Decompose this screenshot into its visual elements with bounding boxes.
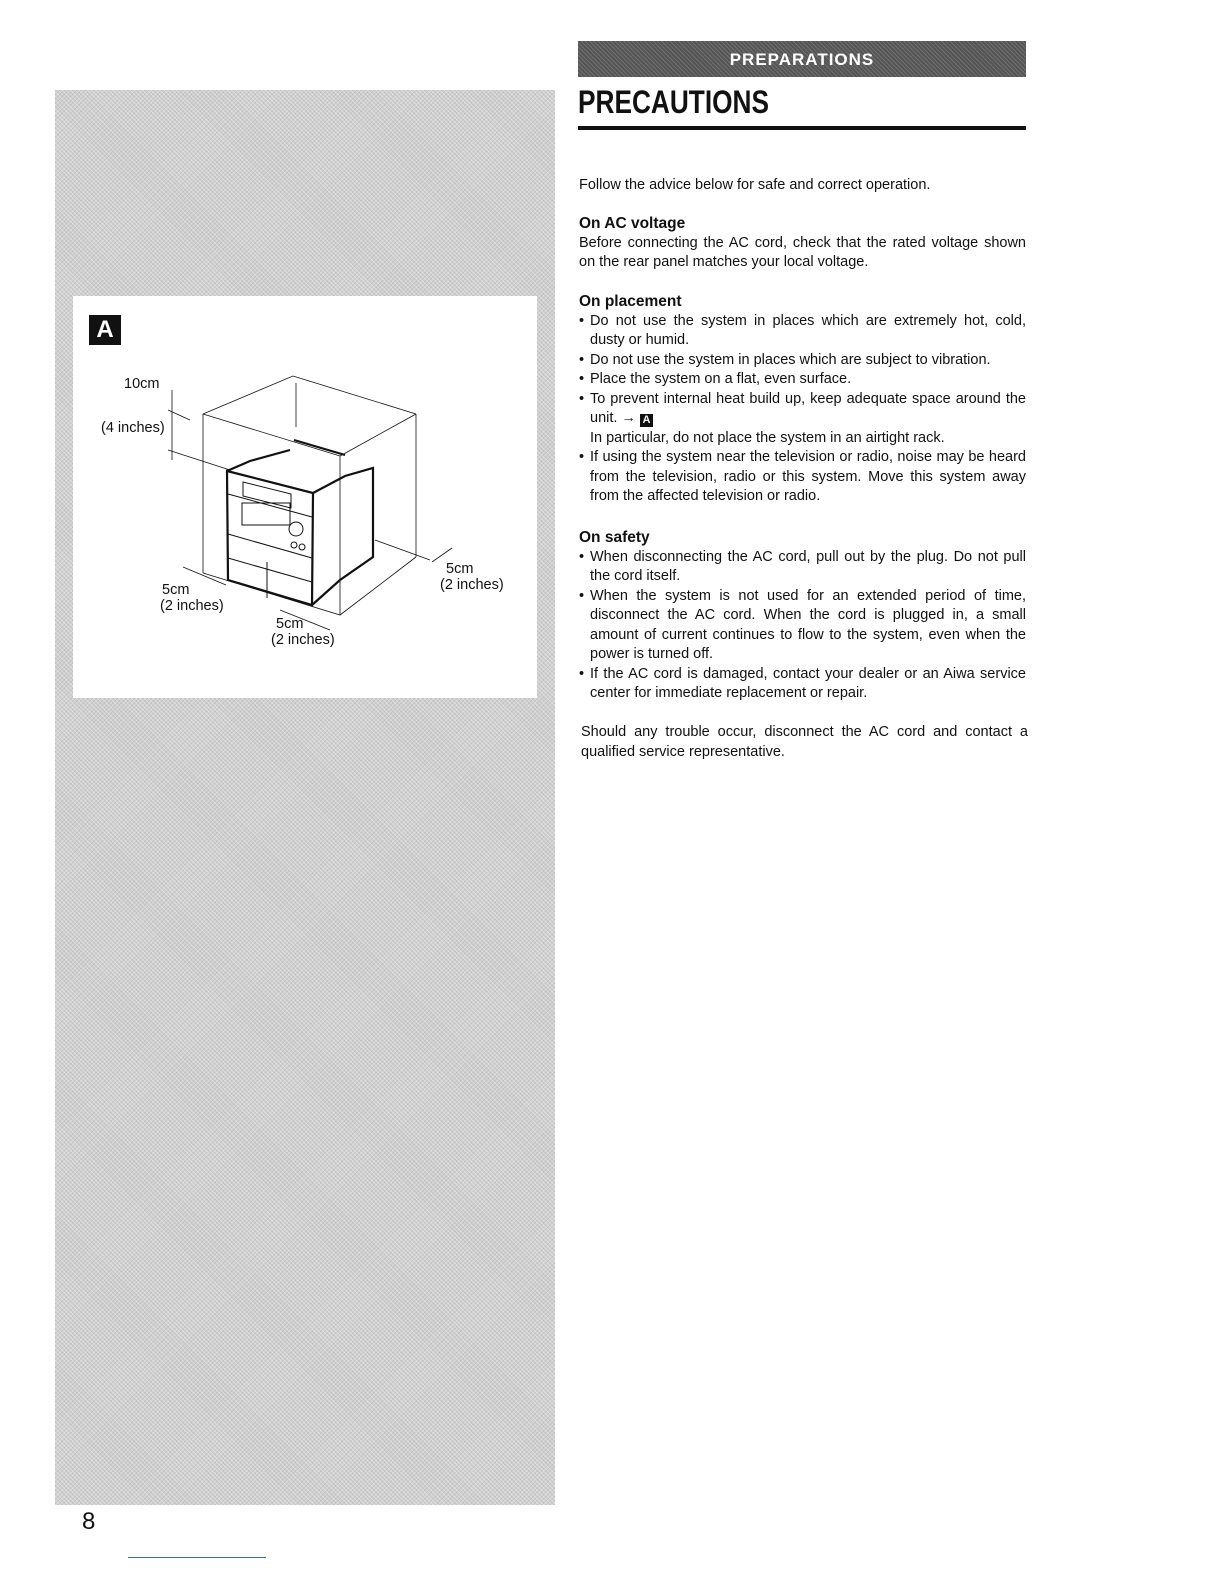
list-item-text: To prevent internal heat build up, keep adequate space around the unit. → [590, 390, 1026, 426]
safety-heading: On safety [579, 529, 650, 546]
footer-line [128, 1557, 266, 1558]
right-clearance-inches: (2 inches) [440, 577, 504, 593]
front-clearance-inches: (2 inches) [271, 632, 335, 648]
figure-label: A [89, 315, 121, 345]
placement-heading: On placement [579, 293, 682, 310]
title-rule [578, 126, 1026, 130]
placement-section [579, 292, 1026, 507]
list-item [579, 390, 1026, 449]
right-clearance-cm: 5cm [446, 561, 474, 577]
safety-section [579, 528, 1026, 704]
list-item: • If the AC cord is damaged, contact your dealer or an Aiwa service center for immediate replacement or repair. [579, 665, 1026, 704]
section-banner: PREPARATIONS [578, 41, 1026, 77]
list-item: • When the system is not used for an extended period of time, disconnect the AC cord. When the cord is plugged in, a small amount of current continues to flow to the system, even when the power is turned off. [579, 587, 1026, 665]
front-clearance-cm: 5cm [276, 616, 304, 632]
ac-voltage-section [579, 214, 1026, 273]
stereo-unit [227, 440, 373, 605]
left-clearance-cm: 5cm [162, 582, 190, 598]
list-item: • Place the system on a flat, even surface. [579, 370, 1026, 390]
list-item: • When disconnecting the AC cord, pull out by the plug. Do not pull the cord itself. [579, 548, 1026, 587]
page-number: 8 [82, 1508, 96, 1535]
intro-text: Follow the advice below for safe and correct operation. [579, 177, 931, 193]
ac-voltage-heading: On AC voltage [579, 215, 686, 232]
list-item: • Do not use the system in places which are subject to vibration. [579, 351, 1026, 371]
list-item: • Do not use the system in places which are extremely hot, cold, dusty or humid. [579, 312, 1026, 351]
ac-voltage-text: Before connecting the AC cord, check that the rated voltage shown on the rear panel matches your local voltage. [579, 234, 1026, 270]
list-item-extra: In particular, do not place the system in an airtight rack. [590, 429, 945, 446]
top-clearance-inches: (4 inches) [101, 420, 165, 436]
clearance-box [168, 376, 452, 630]
list-item: • If using the system near the television or radio, noise may be heard from the television, radio or this system. Move this system away from the affected television or radio. [579, 448, 1026, 507]
unit-front-details [228, 482, 312, 598]
left-clearance-inches: (2 inches) [160, 598, 224, 614]
closing-text: Should any trouble occur, disconnect the AC cord and contact a qualified service representative. [581, 724, 1028, 760]
top-clearance-cm: 10cm [124, 376, 160, 392]
figure-reference: A [640, 414, 653, 427]
page-title: PRECAUTIONS [578, 84, 769, 120]
